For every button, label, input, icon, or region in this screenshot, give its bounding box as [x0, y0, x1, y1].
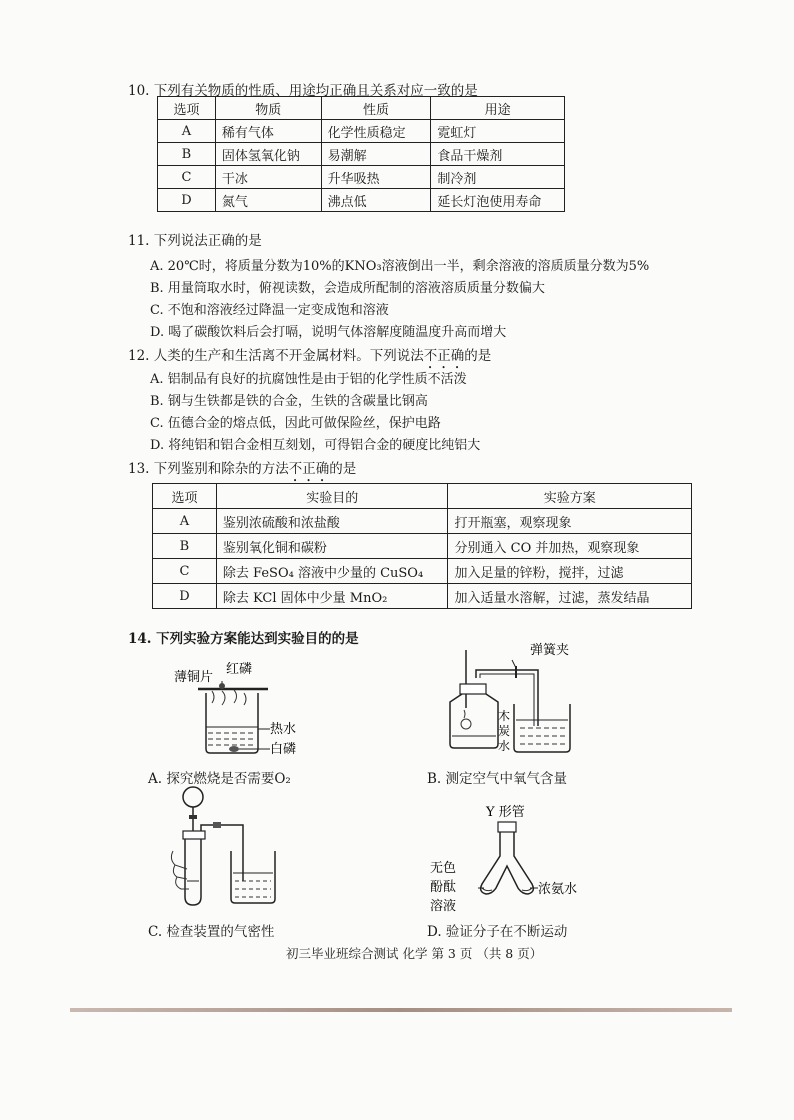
q12-option-c: C. 伍德合金的熔点低，因此可做保险丝，保护电路 — [150, 416, 441, 431]
table-cell: 沸点低 — [321, 189, 431, 212]
table-header-row — [153, 484, 692, 509]
table-cell: 加入足量的锌粉，搅拌，过滤 — [448, 559, 692, 584]
table-cell: B — [153, 534, 217, 559]
q11-option-b: B. 用量筒取水时，俯视读数，会造成所配制的溶液溶质质量分数偏大 — [150, 281, 545, 296]
table-cell: D — [153, 584, 217, 609]
table-row — [158, 143, 565, 166]
q11-stem: 11. 下列说法正确的是 — [128, 233, 262, 249]
table-header-row — [158, 97, 565, 120]
table-cell: 制冷剂 — [431, 166, 565, 189]
figure-b-oxygen-content — [440, 640, 620, 765]
figure-label: 薄铜片 — [174, 670, 214, 685]
figure-label: 红磷 — [226, 662, 253, 677]
figure-label: 木 — [498, 709, 511, 723]
header-cell: 用途 — [431, 97, 565, 120]
figure-label: 白磷 — [270, 742, 297, 757]
figure-label: 炭 — [498, 724, 511, 738]
figure-label: 溶液 — [430, 899, 457, 914]
table-cell: 食品干燥剂 — [431, 143, 565, 166]
figure-a-caption: A. 探究燃烧是否需要O₂ — [148, 771, 291, 787]
table-cell: 加入适量水溶解，过滤，蒸发结晶 — [448, 584, 692, 609]
figure-label: 酚酞 — [430, 880, 457, 895]
table-cell: 打开瓶塞，观察现象 — [448, 509, 692, 534]
q14-stem: 14. 下列实验方案能达到实验目的的是 — [128, 631, 359, 647]
q13-stem-part: 13. 下列鉴别和除杂的方法 — [128, 461, 289, 477]
table-row — [153, 534, 692, 559]
figure-d-molecular-motion — [420, 800, 610, 915]
figure-label: 弹簧夹 — [530, 643, 570, 658]
table-cell: 延长灯泡使用寿命 — [431, 189, 565, 212]
header-cell: 实验目的 — [216, 484, 448, 509]
table-cell: 鉴别浓硫酸和浓盐酸 — [216, 509, 448, 534]
table-cell: C — [153, 559, 217, 584]
q12-stem-part: 的是 — [464, 348, 492, 364]
q11-option-a: A. 20℃时，将质量分数为10%的KNO₃溶液倒出一半，剩余溶液的溶质质量分数为5% — [150, 259, 650, 274]
table-cell: A — [153, 509, 217, 534]
table-cell: C — [158, 166, 216, 189]
q13-stem-part: 的是 — [329, 461, 357, 477]
table-cell: 化学性质稳定 — [321, 120, 431, 143]
figure-a-combustion — [160, 655, 300, 765]
scan-edge — [70, 1008, 732, 1012]
table-cell: 除去 FeSO₄ 溶液中少量的 CuSO₄ — [216, 559, 448, 584]
q10-table — [157, 96, 565, 212]
q12-stem-emphasis: 不正确 — [423, 348, 465, 364]
table-cell: A — [158, 120, 216, 143]
header-cell: 实验方案 — [448, 484, 692, 509]
q10-stem: 10. 下列有关物质的性质、用途均正确且关系对应一致的是 — [128, 83, 478, 99]
table-cell: 分别通入 CO 并加热，观察现象 — [448, 534, 692, 559]
q13-table — [152, 483, 692, 609]
q13-stem — [128, 457, 356, 485]
page-footer: 初三毕业班综合测试 化学 第 3 页 （共 8 页） — [286, 946, 543, 961]
figure-label: 水 — [498, 739, 511, 753]
q12-option-a: A. 铝制品有良好的抗腐蚀性是由于铝的化学性质不活泼 — [150, 372, 467, 387]
table-cell: 除去 KCl 固体中少量 MnO₂ — [216, 584, 448, 609]
figure-b-caption: B. 测定空气中氧气含量 — [427, 771, 568, 787]
q12-option-b: B. 钢与生铁都是铁的合金，生铁的含碳量比钢高 — [150, 394, 428, 409]
figure-label: Y 形管 — [486, 805, 525, 820]
q11-option-d: D. 喝了碳酸饮料后会打嗝，说明气体溶解度随温度升高而增大 — [150, 325, 507, 340]
table-cell: 稀有气体 — [215, 120, 321, 143]
figure-c-airtightness — [165, 785, 295, 915]
table-cell: D — [158, 189, 216, 212]
table-cell: 升华吸热 — [321, 166, 431, 189]
table-row — [158, 120, 565, 143]
q11-option-c: C. 不饱和溶液经过降温一定变成饱和溶液 — [150, 303, 389, 318]
figure-d-caption: D. 验证分子在不断运动 — [427, 924, 568, 940]
figure-label: 浓氨水 — [538, 882, 578, 897]
table-row — [153, 559, 692, 584]
q12-option-d: D. 将纯铝和铝合金相互刻划，可得铝合金的硬度比纯铝大 — [150, 438, 481, 453]
header-cell: 性质 — [321, 97, 431, 120]
table-cell: 氮气 — [215, 189, 321, 212]
table-cell: 鉴别氧化铜和碳粉 — [216, 534, 448, 559]
table-cell: 霓虹灯 — [431, 120, 565, 143]
table-cell: 易潮解 — [321, 143, 431, 166]
table-cell: 干冰 — [215, 166, 321, 189]
q13-stem-emphasis: 不正确 — [288, 461, 330, 477]
table-row — [153, 584, 692, 609]
figure-c-caption: C. 检查装置的气密性 — [148, 924, 275, 940]
header-cell: 选项 — [158, 97, 216, 120]
table-row — [158, 189, 565, 212]
figure-label: 无色 — [430, 861, 457, 876]
table-row — [153, 509, 692, 534]
figure-label: 热水 — [270, 722, 297, 737]
header-cell: 选项 — [153, 484, 217, 509]
table-cell: 固体氢氧化钠 — [215, 143, 321, 166]
q12-stem-part: 12. 人类的生产和生活离不开金属材料。下列说法 — [128, 348, 424, 364]
header-cell: 物质 — [215, 97, 321, 120]
table-row — [158, 166, 565, 189]
table-cell: B — [158, 143, 216, 166]
